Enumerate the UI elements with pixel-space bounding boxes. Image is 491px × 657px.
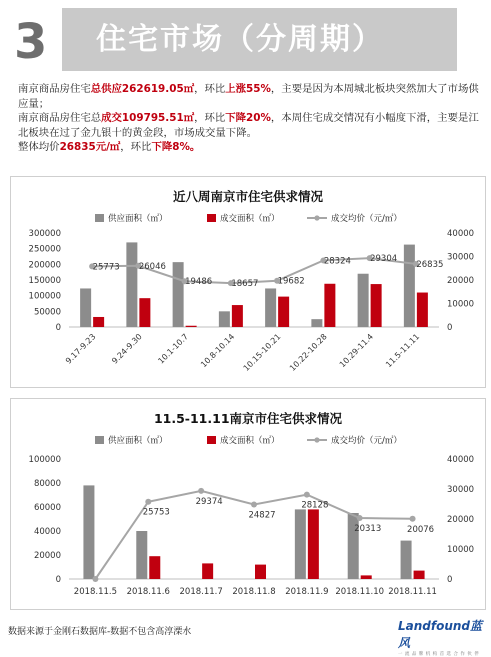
price-point (145, 499, 151, 505)
y2-tick-label: 20000 (447, 515, 475, 525)
y-tick-label: 300000 (28, 229, 61, 239)
y-tick-label: 100000 (28, 291, 61, 302)
bar-deal (202, 563, 213, 579)
bar-deal (361, 575, 372, 579)
y-tick-label: 80000 (33, 479, 61, 489)
bar-supply (295, 509, 306, 579)
legend-marker-price (314, 437, 319, 442)
x-tick-label: 10.1-10.7 (156, 332, 191, 366)
summary-text-fragment: ，主要是因为本周城北板块突然加大了市场供应量； (18, 83, 479, 110)
y-tick-label: 200000 (28, 260, 61, 271)
bar-deal (417, 293, 428, 327)
y-tick-label: 250000 (28, 244, 61, 255)
y2-tick-label: 0 (447, 323, 453, 333)
price-point (92, 576, 98, 582)
price-point (357, 515, 363, 521)
legend-label-supply: 供应面积（㎡） (108, 214, 168, 224)
price-data-label: 29304 (370, 254, 398, 265)
bar-supply (348, 513, 359, 579)
bar-deal (139, 298, 150, 327)
summary-text-fragment: ，环比 (194, 112, 226, 125)
summary-line-supply (18, 82, 480, 111)
legend-swatch-deal (207, 214, 216, 222)
data-source-note: 数据来源于金刚石数据库-数据不包含高淳溧水 (8, 627, 192, 637)
y2-tick-label: 40000 (447, 229, 475, 239)
y2-tick-label: 30000 (447, 252, 475, 263)
price-data-label: 24827 (248, 510, 276, 521)
y2-tick-label: 30000 (447, 485, 475, 495)
legend-swatch-supply (95, 214, 104, 222)
x-tick-label: 10.15-10.21 (241, 332, 283, 373)
supply-total: 总供应262619.05㎡ (90, 83, 195, 95)
weekly-chart-panel (10, 176, 486, 388)
x-tick-label: 11.5-11.11 (384, 332, 422, 370)
y-tick-label: 20000 (33, 551, 61, 561)
y-tick-label: 150000 (28, 276, 61, 286)
bar-supply (404, 245, 415, 327)
summary-text-fragment: 南京商品房住宅 (18, 83, 91, 95)
bar-supply (173, 262, 184, 327)
bar-deal (255, 565, 266, 579)
price-point (304, 492, 310, 498)
weekly-supply-demand-chart (11, 177, 485, 387)
y2-tick-label: 10000 (447, 545, 475, 555)
deal-total: 成交109795.51㎡ (101, 112, 195, 125)
logo-wordmark: Landfound蓝风 (398, 619, 483, 650)
price-point (410, 516, 416, 522)
summary-text-fragment: ，环比 (120, 141, 152, 154)
legend-marker-price (314, 215, 319, 220)
bar-deal (371, 284, 382, 327)
x-tick-label: 9.17-9.23 (63, 332, 98, 366)
bar-deal (149, 556, 160, 579)
summary-text-fragment: ，环比 (194, 83, 226, 95)
y2-tick-label: 20000 (447, 276, 475, 286)
bar-supply (219, 311, 230, 327)
y-tick-label: 0 (55, 323, 61, 333)
price-data-label: 19486 (185, 277, 213, 288)
section-number: 3 (14, 14, 48, 70)
price-data-label: 19682 (277, 276, 305, 287)
price-data-label: 26835 (416, 259, 444, 270)
price-data-label: 29374 (195, 496, 223, 507)
daily-chart-panel (10, 398, 486, 610)
y2-tick-label: 0 (447, 575, 453, 585)
y-tick-label: 0 (55, 575, 61, 585)
x-tick-label: 2018.11.5 (73, 587, 118, 597)
x-tick-label: 2018.11.9 (285, 587, 329, 597)
price-data-label: 18657 (231, 279, 259, 290)
x-tick-label: 2018.11.7 (179, 587, 223, 597)
bar-deal (93, 317, 104, 327)
bar-deal (278, 297, 289, 327)
deal-change: 下降20% (225, 112, 271, 125)
price-point (198, 488, 204, 494)
legend-label-deal: 成交面积（㎡） (220, 436, 280, 446)
summary-line-deal (18, 111, 480, 140)
logo-tagline: 一 流 品 牌 机 构 首 选 合 作 伙 伴 (398, 652, 480, 657)
x-tick-label: 2018.11.11 (388, 587, 437, 597)
bar-deal (186, 326, 197, 327)
summary-text-fragment: 整体均价 (18, 141, 60, 154)
chart-title: 近八周南京市住宅供求情况 (172, 189, 324, 204)
supply-change: 上涨55% (225, 83, 271, 95)
company-logo (398, 617, 486, 657)
x-tick-label: 2018.11.10 (335, 587, 385, 597)
legend-label-price: 成交均价（元/㎡） (331, 436, 402, 446)
price-data-label: 25753 (142, 507, 170, 518)
summary-text-fragment: 南京商品房住宅总 (18, 112, 102, 125)
legend-swatch-supply (95, 436, 104, 444)
bar-deal (414, 571, 425, 579)
legend-label-deal: 成交面积（㎡） (220, 214, 280, 224)
bar-deal (232, 305, 243, 327)
summary-text-fragment: ，本周住宅成交情况有小幅度下滑，主要是江北板块在过了金九银十的黄金段，市场成交量下降。 (18, 112, 479, 139)
bar-supply (83, 485, 94, 579)
bar-supply (401, 541, 412, 579)
bar-deal (324, 284, 335, 327)
price-data-label: 26046 (138, 261, 166, 272)
bar-supply (136, 531, 147, 579)
y-tick-label: 60000 (33, 503, 61, 513)
x-tick-label: 2018.11.8 (232, 587, 276, 597)
price-change: 下降8%。 (151, 141, 201, 154)
bar-supply (358, 274, 369, 327)
price-data-label: 28128 (301, 500, 329, 511)
legend-swatch-deal (207, 436, 216, 444)
x-tick-label: 10.22-10.28 (287, 332, 329, 373)
bar-deal (308, 509, 319, 579)
section-title: 住宅市场（分周期） (96, 22, 384, 57)
chart-title: 11.5-11.11南京市住宅供求情况 (153, 411, 343, 426)
y2-tick-label: 10000 (447, 299, 475, 310)
x-tick-label: 10.8-10.14 (199, 332, 237, 370)
x-tick-label: 2018.11.6 (126, 587, 170, 597)
x-tick-label: 10.29-11.4 (337, 332, 376, 370)
price-data-label: 25773 (92, 262, 120, 273)
legend-label-price: 成交均价（元/㎡） (331, 214, 402, 224)
y-tick-label: 50000 (33, 307, 61, 318)
y2-tick-label: 40000 (447, 455, 475, 465)
bar-supply (265, 288, 276, 327)
price-data-label: 20076 (407, 524, 435, 535)
summary-line-price (18, 140, 480, 155)
y-tick-label: 100000 (28, 455, 61, 465)
summary-text (18, 82, 480, 155)
price-point (251, 502, 257, 508)
price-data-label: 20313 (354, 524, 382, 535)
y-tick-label: 40000 (33, 527, 61, 537)
bar-supply (126, 242, 137, 327)
legend-label-supply: 供应面积（㎡） (108, 436, 168, 446)
daily-supply-demand-chart (11, 399, 485, 609)
x-tick-label: 9.24-9.30 (110, 332, 144, 366)
avg-price: 26835元/㎡ (59, 141, 121, 154)
section-header (0, 0, 491, 74)
price-data-label: 28324 (323, 256, 351, 267)
bar-supply (311, 319, 322, 327)
bar-supply (80, 288, 91, 327)
